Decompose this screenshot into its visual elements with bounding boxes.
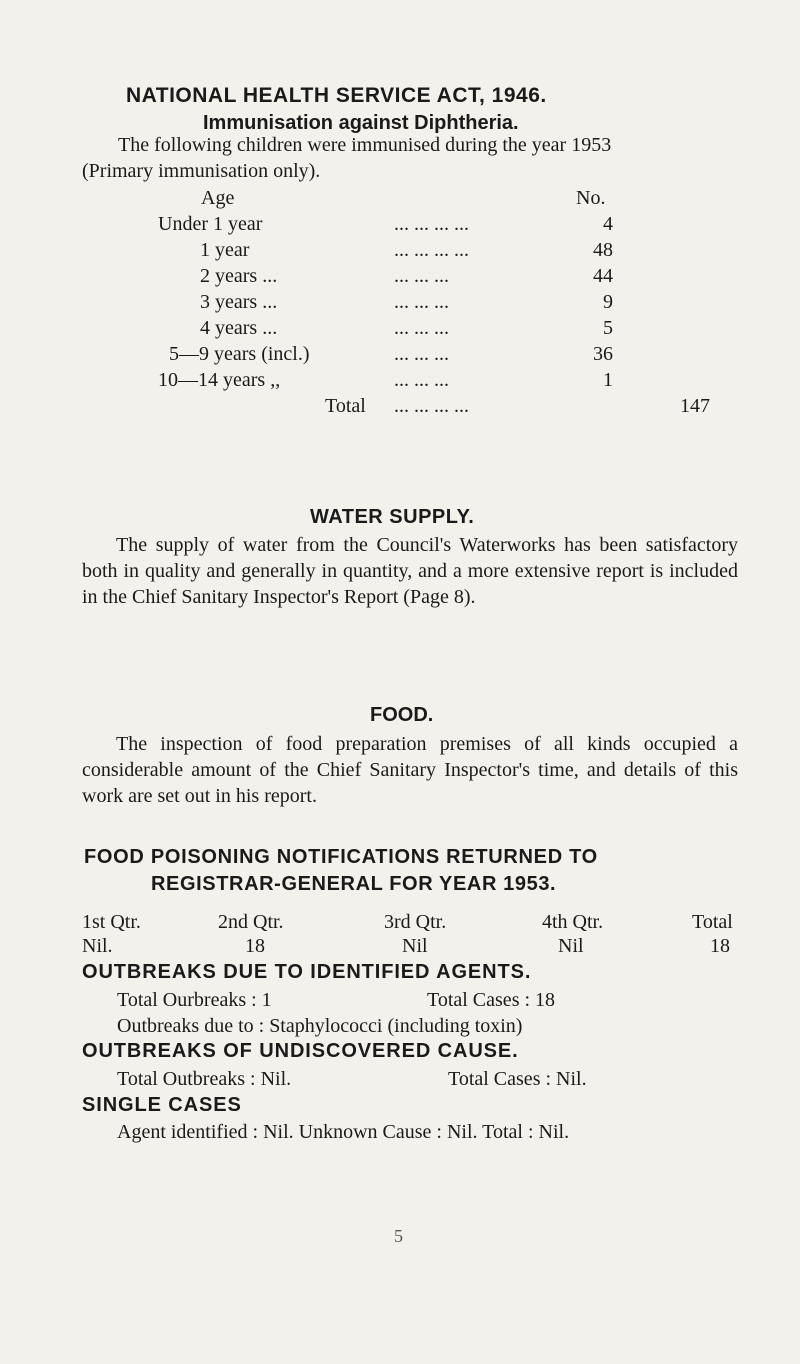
- quarter-value: 18: [245, 935, 265, 957]
- age-cell: Under 1 year: [158, 213, 263, 235]
- age-cell: 1 year: [200, 239, 250, 261]
- count-cell: 44: [593, 265, 613, 287]
- quarter-value: Nil.: [82, 935, 113, 957]
- act-title: NATIONAL HEALTH SERVICE ACT, 1946.: [126, 84, 547, 107]
- column-header-no: No.: [576, 187, 606, 209]
- identified-outbreaks: Total Ourbreaks : 1: [117, 989, 272, 1011]
- identified-agents-heading: OUTBREAKS DUE TO IDENTIFIED AGENTS.: [82, 961, 532, 983]
- leader-dots: ... ... ... ...: [394, 213, 469, 235]
- immunisation-intro-line2: (Primary immunisation only).: [82, 160, 321, 182]
- quarter-value: Nil: [558, 935, 584, 957]
- food-poisoning-heading-line1: FOOD POISONING NOTIFICATIONS RETURNED TO: [84, 846, 598, 868]
- water-supply-paragraph: [82, 532, 738, 610]
- quarter-label: 2nd Qtr.: [218, 911, 284, 933]
- leader-dots: ... ... ...: [394, 291, 449, 313]
- identified-cases: Total Cases : 18: [427, 989, 556, 1011]
- count-cell: 5: [603, 317, 613, 339]
- count-cell: 4: [603, 213, 613, 235]
- leader-dots: ... ... ...: [394, 317, 449, 339]
- leader-dots: ... ... ...: [394, 265, 449, 287]
- quarter-label: 1st Qtr.: [82, 911, 141, 933]
- undiscovered-cases: Total Cases : Nil.: [448, 1068, 587, 1090]
- single-cases-heading: SINGLE CASES: [82, 1094, 242, 1116]
- undiscovered-cause-heading: OUTBREAKS OF UNDISCOVERED CAUSE.: [82, 1040, 519, 1062]
- count-cell: 48: [593, 239, 613, 261]
- quarter-value: Nil: [402, 935, 428, 957]
- water-supply-text: The supply of water from the Council's Waterworks has been satisfactory both in quality and generally in quantity, and a more extensive report is included in the Chief Sanitary Inspector's Report (Page 8).: [82, 534, 738, 608]
- age-cell: 5—9 years (incl.): [169, 343, 310, 365]
- count-cell: 1: [603, 369, 613, 391]
- total-value: 147: [680, 395, 710, 417]
- page-number: 5: [394, 1226, 403, 1246]
- count-cell: 36: [593, 343, 613, 365]
- undiscovered-outbreaks: Total Outbreaks : Nil.: [117, 1068, 292, 1090]
- leader-dots: ... ... ...: [394, 343, 449, 365]
- total-label: Total: [325, 395, 366, 417]
- age-cell: 2 years ...: [200, 265, 278, 287]
- age-cell: 4 years ...: [200, 317, 278, 339]
- quarter-label: 3rd Qtr.: [384, 911, 447, 933]
- quarter-label: 4th Qtr.: [542, 911, 604, 933]
- leader-dots: ... ... ...: [394, 369, 449, 391]
- food-text: The inspection of food preparation premises of all kinds occupied a considerable amount of the Chief Sanitary Inspector's time, and details of this work are set out in his report.: [82, 733, 738, 807]
- count-cell: 9: [603, 291, 613, 313]
- water-supply-heading: WATER SUPPLY.: [310, 506, 475, 528]
- age-cell: 10—14 years ,,: [158, 369, 281, 391]
- food-paragraph: [82, 731, 738, 809]
- single-cases-line: Agent identified : Nil. Unknown Cause : Nil. Total : Nil.: [117, 1121, 570, 1143]
- immunisation-subtitle: Immunisation against Diphtheria.: [203, 112, 519, 134]
- age-cell: 3 years ...: [200, 291, 278, 313]
- quarter-value: 18: [710, 935, 730, 957]
- leader-dots: ... ... ... ...: [394, 239, 469, 261]
- food-poisoning-heading-line2: REGISTRAR-GENERAL FOR YEAR 1953.: [151, 873, 557, 895]
- immunisation-intro-line1: The following children were immunised during the year 1953: [118, 134, 612, 156]
- food-heading: FOOD.: [370, 704, 434, 726]
- column-header-age: Age: [201, 187, 235, 209]
- identified-due-to: Outbreaks due to : Staphylococci (including toxin): [117, 1015, 523, 1037]
- quarter-label: Total: [692, 911, 733, 933]
- leader-dots: ... ... ... ...: [394, 395, 469, 417]
